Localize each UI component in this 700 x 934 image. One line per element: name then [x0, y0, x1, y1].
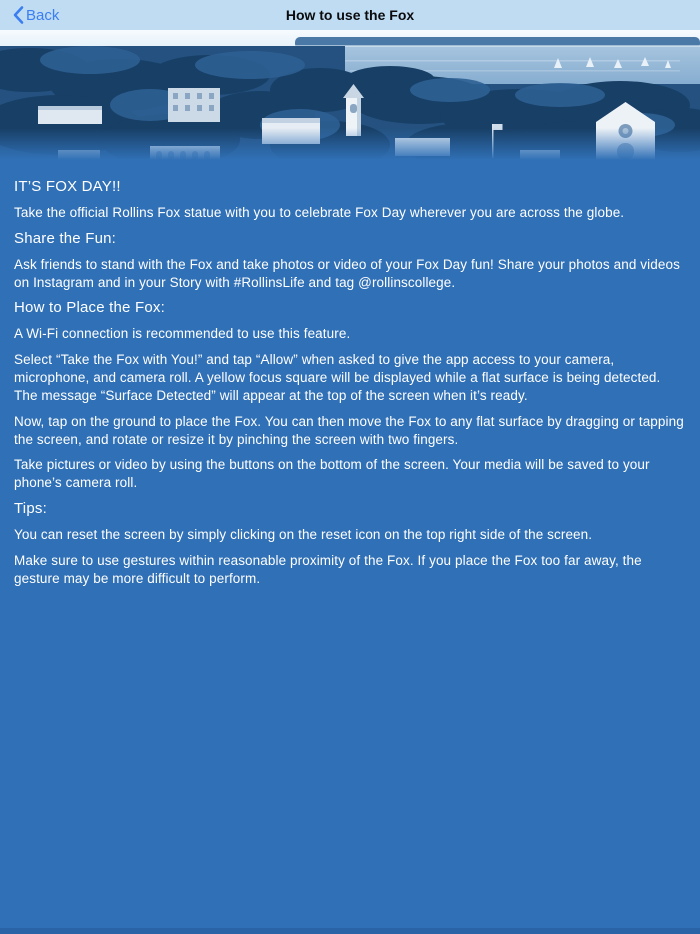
hero-campus-image: [0, 30, 700, 160]
back-chevron-icon: [12, 5, 24, 25]
page-title: How to use the Fox: [285, 7, 415, 23]
section-heading-fox-day: IT’S FOX DAY!!: [14, 178, 121, 195]
section-heading-tips: Tips:: [14, 499, 47, 517]
back-button-label: Back: [26, 6, 60, 24]
navigation-bar: [0, 0, 700, 30]
footer-strip: [0, 928, 700, 934]
paragraph: Take pictures or video by using the buttons on the bottom of the screen. Your media will be saved to your phone’s camera roll.: [14, 457, 650, 491]
paragraph: You can reset the screen by simply clicking on the reset icon on the top right side of the screen.: [14, 526, 593, 542]
paragraph: Make sure to use gestures within reasonable proximity of the Fox. If you place the Fox too far away, the gesture may be more difficult to perform.: [14, 552, 642, 586]
paragraph: Take the official Rollins Fox statue with you to celebrate Fox Day wherever you are across the globe.: [14, 205, 625, 220]
paragraph: Now, tap on the ground to place the Fox. You can then move the Fox to any flat surface by dragging or tapping the screen, and rotate or resize it by pinching the screen with two fingers.: [14, 413, 684, 447]
paragraph: Ask friends to stand with the Fox and take photos or video of your Fox Day fun! Share your photos and videos on Instagram and in your Story with #RollinsLife and tag @rollinscollege.: [14, 256, 680, 290]
campus-panorama-illustration: [0, 30, 700, 160]
section-heading-share-the-fun: Share the Fun:: [14, 229, 117, 247]
back-button[interactable]: [8, 3, 63, 27]
paragraph: Select “Take the Fox with You!” and tap “Allow” when asked to give the app access to your camera, microphone, and camera roll. A yellow focus square will be displayed while a flat surface is being detected. The message “Surface Detected” will appear at the top of the screen when it’s ready.: [14, 352, 661, 403]
help-content: [0, 160, 700, 587]
paragraph: A Wi-Fi connection is recommended to use this feature.: [14, 326, 351, 342]
section-heading-how-to-place: How to Place the Fox:: [14, 299, 165, 317]
